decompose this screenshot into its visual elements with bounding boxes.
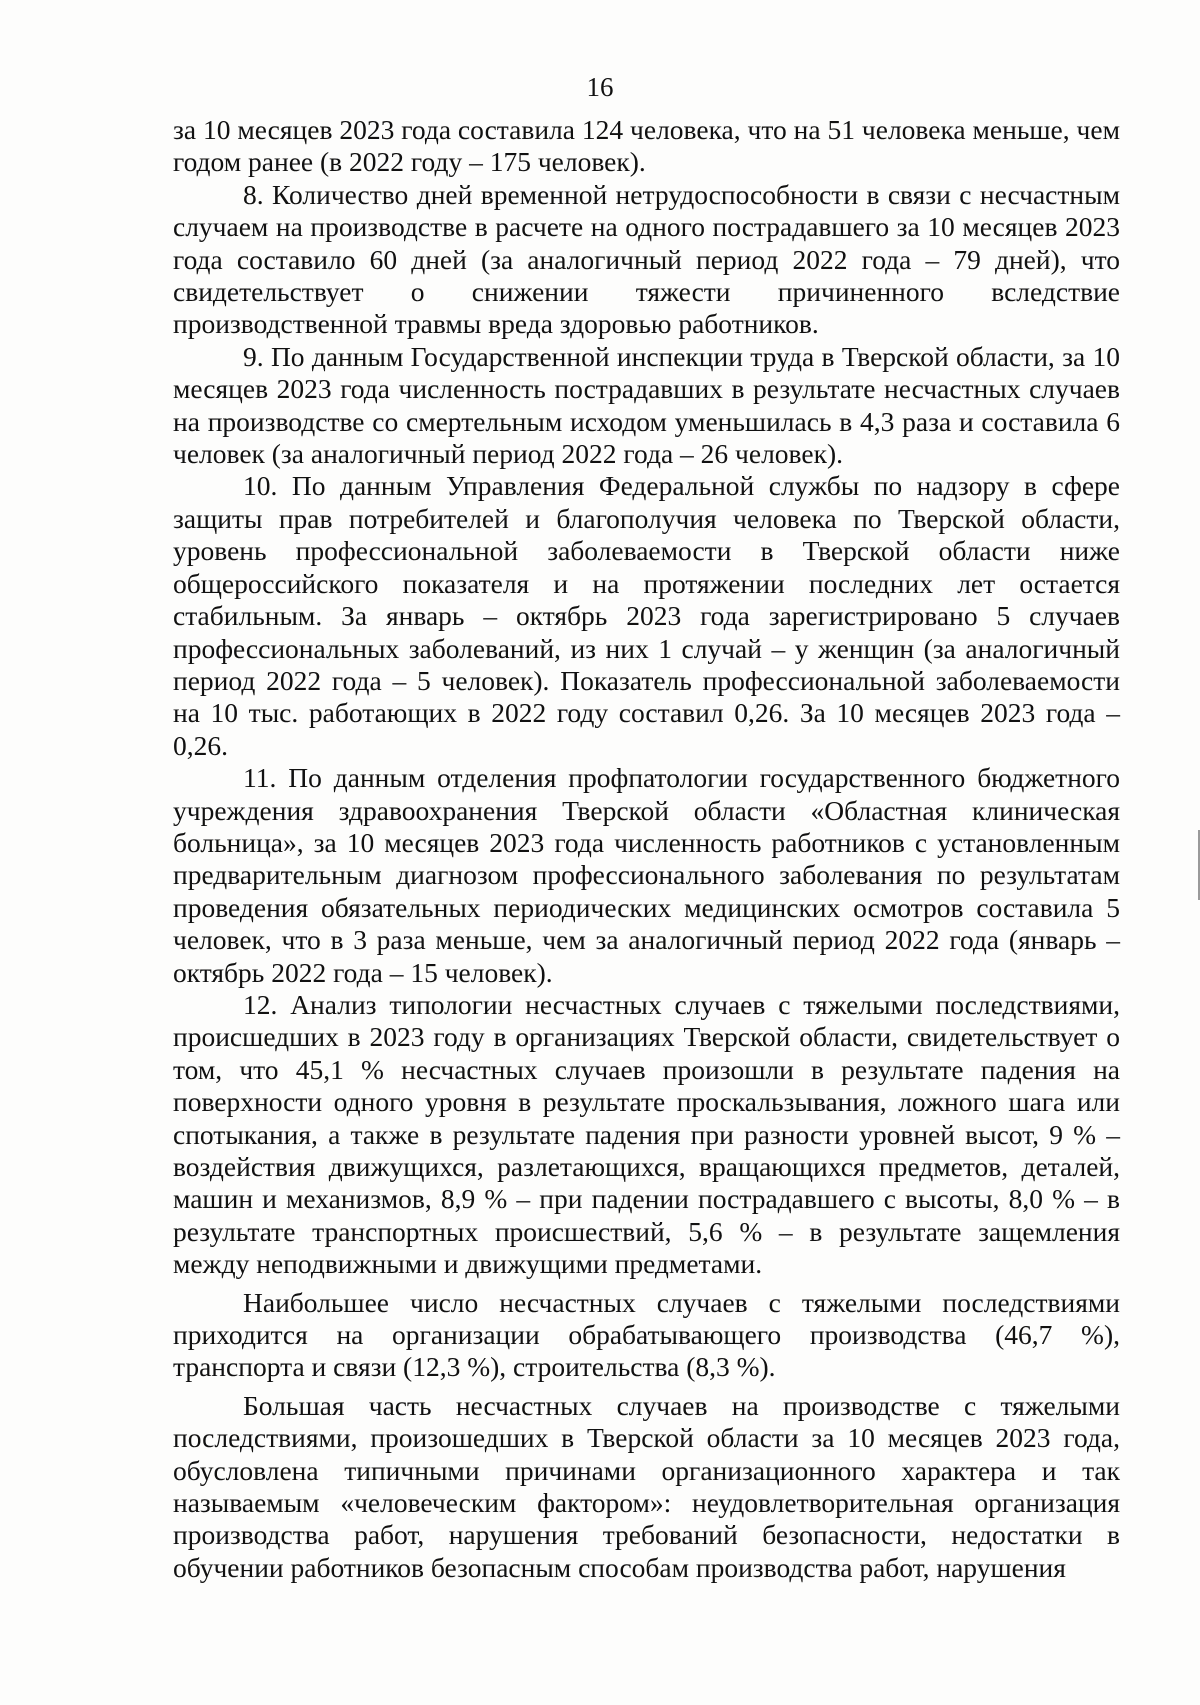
page-number: 16 [586, 72, 614, 102]
paragraph-item-10: 10. По данным Управления Федеральной службы по надзору в сфере защиты прав потребителей и благополучия человека по Тверской области, уровень профессиональной заболеваемости в Тверской области ниже общероссийского показателя и на протяжении последних лет остается стабильным. За январь – октябрь 2023 года зарегистрировано 5 случаев профессиональных заболеваний, из них 1 случай – у женщин (за аналогичный период 2022 года – 5 человек). Показатель профессиональной заболеваемости на 10 тыс. работающих в 2022 году составил 0,26. За 10 месяцев 2023 года – 0,26. [173, 470, 1120, 761]
paragraph-continuation: за 10 месяцев 2023 года составила 124 человека, что на 51 человека меньше, чем годом ранее (в 2022 году – 175 человек). [173, 114, 1120, 178]
paragraph-item-8: 8. Количество дней временной нетрудоспособности в связи с несчастным случаем на производстве в расчете на одного пострадавшего за 10 месяцев 2023 года составило 60 дней (за аналогичный период 2022 года – 79 дней), что свидетельствует о снижении тяжести причиненного вследствие производственной травмы вреда здоровью работников. [173, 178, 1120, 340]
paragraph-industries: Наибольшее число несчастных случаев с тяжелыми последствиями приходится на организации обрабатывающего производства (46,7 %), транспорта и связи (12,3 %), строительства (8,3 %). [173, 1286, 1120, 1383]
document-body [173, 114, 1120, 1584]
paragraph-item-11: 11. По данным отделения профпатологии государственного бюджетного учреждения здравоохранения Тверской области «Областная клиническая больница», за 10 месяцев 2023 года численность работников с установленным предварительным диагнозом профессионального заболевания по результатам проведения обязательных периодических медицинских осмотров составила 5 человек, что в 3 раза меньше, чем за аналогичный период 2022 года (январь – октябрь 2022 года – 15 человек). [173, 762, 1120, 988]
paragraph-causes: Большая часть несчастных случаев на производстве с тяжелыми последствиями, произошедших в Тверской области за 10 месяцев 2023 года, обусловлена типичными причинами организационного характера и так называемым «человеческим фактором»: неудовлетворительная организация производства работ, нарушения требований безопасности, недостатки в обучении работников безопасным способам производства работ, нарушения [173, 1389, 1120, 1583]
paragraph-item-12: 12. Анализ типологии несчастных случаев с тяжелыми последствиями, происшедших в 2023 году в организациях Тверской области, свидетельствует о том, что 45,1 % несчастных случаев произошли в результате падения на поверхности одного уровня в результате проскальзывания, ложного шага или спотыкания, а также в результате падения при разности уровней высот, 9 % – воздействия движущихся, разлетающихся, вращающихся предметов, деталей, машин и механизмов, 8,9 % – при падении пострадавшего с высоты, 8,0 % – в результате транспортных происшествий, 5,6 % – в результате защемления между неподвижными и движущими предметами. [173, 988, 1120, 1280]
paragraph-item-9: 9. По данным Государственной инспекции труда в Тверской области, за 10 месяцев 2023 года численность пострадавших в результате несчастных случаев на производстве со смертельным исходом уменьшилась в 4,3 раза и составила 6 человек (за аналогичный период 2022 года – 26 человек). [173, 340, 1120, 470]
